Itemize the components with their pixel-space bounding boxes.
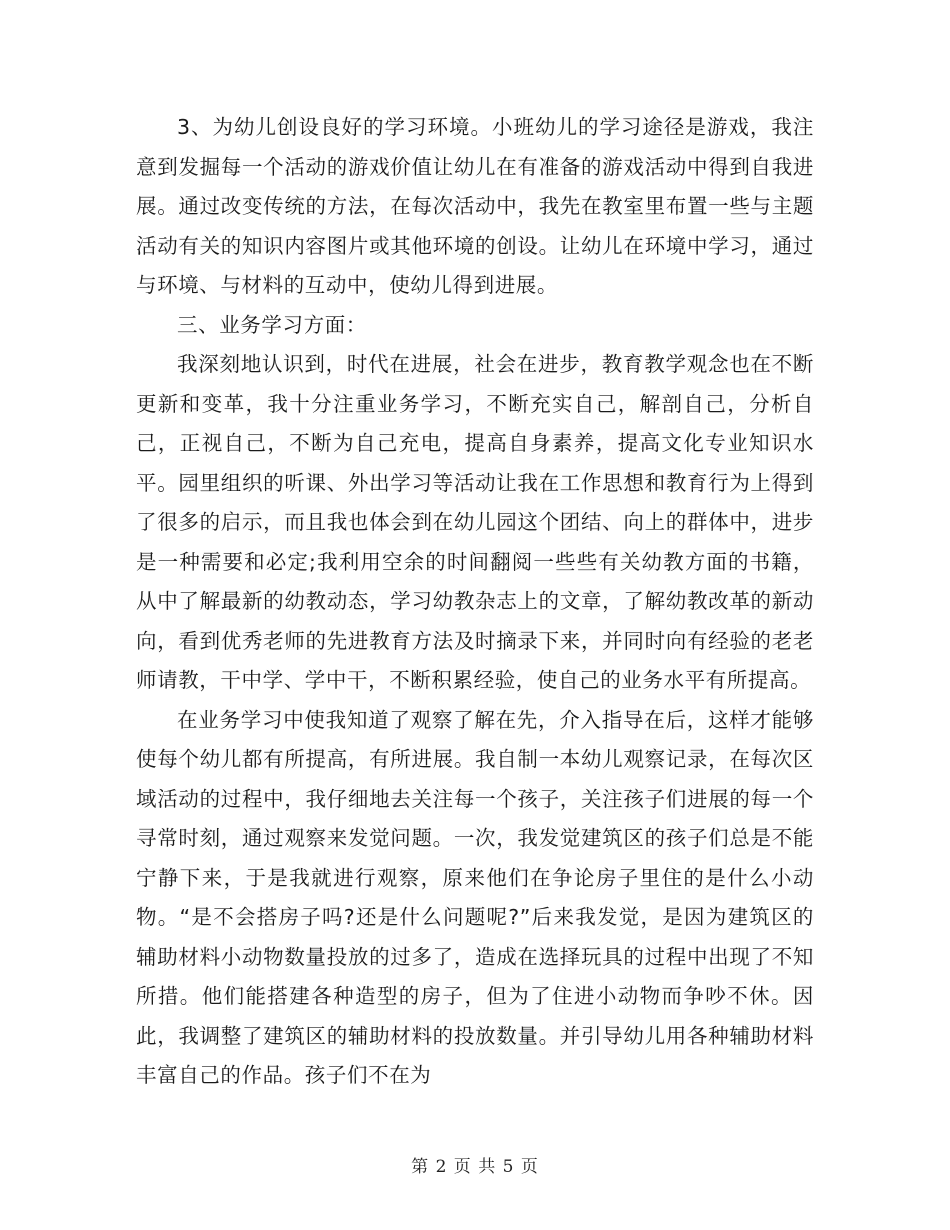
document-body: [136, 108, 814, 1096]
paragraph-learning-environment: 3、为幼儿创设良好的学习环境。小班幼儿的学习途径是游戏，我注意到发掘每一个活动的游戏价值让幼儿在有准备的游戏活动中得到自我进展。通过改变传统的方法，在每次活动中，我先在教室里布置一些与主题活动有关的知识内容图片或其他环境的创设。让幼儿在环境中学习，通过与环境、与材料的互动中，使幼儿得到进展。: [136, 115, 814, 297]
section-heading-professional-study: 三、业务学习方面：: [177, 312, 367, 337]
paragraph-observation: 在业务学习中使我知道了观察了解在先，介入指导在后，这样才能够使每个幼儿都有所提高，有所进展。我自制一本幼儿观察记录，在每次区域活动的过程中，我仔细地去关注每一个孩子，关注孩子们进展的每一个寻常时刻，通过观察来发觉问题。一次，我发觉建筑区的孩子们总是不能宁静下来，于是我就进行观察，原来他们在争论房子里住的是什么小动物。“是不会搭房子吗?还是什么问题呢?”后来我发觉，是因为建筑区的辅助材料小动物数量投放的过多了，造成在选择玩具的过程中出现了不知所措。他们能搭建各种造型的房子，但为了住进小动物而争吵不休。因此，我调整了建筑区的辅助材料的投放数量。并引导幼儿用各种辅助材料丰富自己的作品。孩子们不在为: [136, 707, 814, 1087]
paragraph-self-improvement: 我深刻地认识到，时代在进展，社会在进步，教育教学观念也在不断更新和变革，我十分注重业务学习，不断充实自己，解剖自己，分析自己，正视自己，不断为自己充电，提高自身素养，提高文化专业知识水平。园里组织的听课、外出学习等活动让我在工作思想和教育行为上得到了很多的启示，而且我也体会到在幼儿园这个团结、向上的群体中，进步是一种需要和必定;我利用空余的时间翻阅一些些有关幼教方面的书籍，从中了解最新的幼教动态，学习幼教杂志上的文章，了解幼教改革的新动向，看到优秀老师的先进教育方法及时摘录下来，并同时向有经验的老老师请教，干中学、学中干，不断积累经验，使自己的业务水平有所提高。: [136, 352, 814, 692]
page-number-footer: 第 2 页 共 5 页: [411, 1157, 539, 1177]
